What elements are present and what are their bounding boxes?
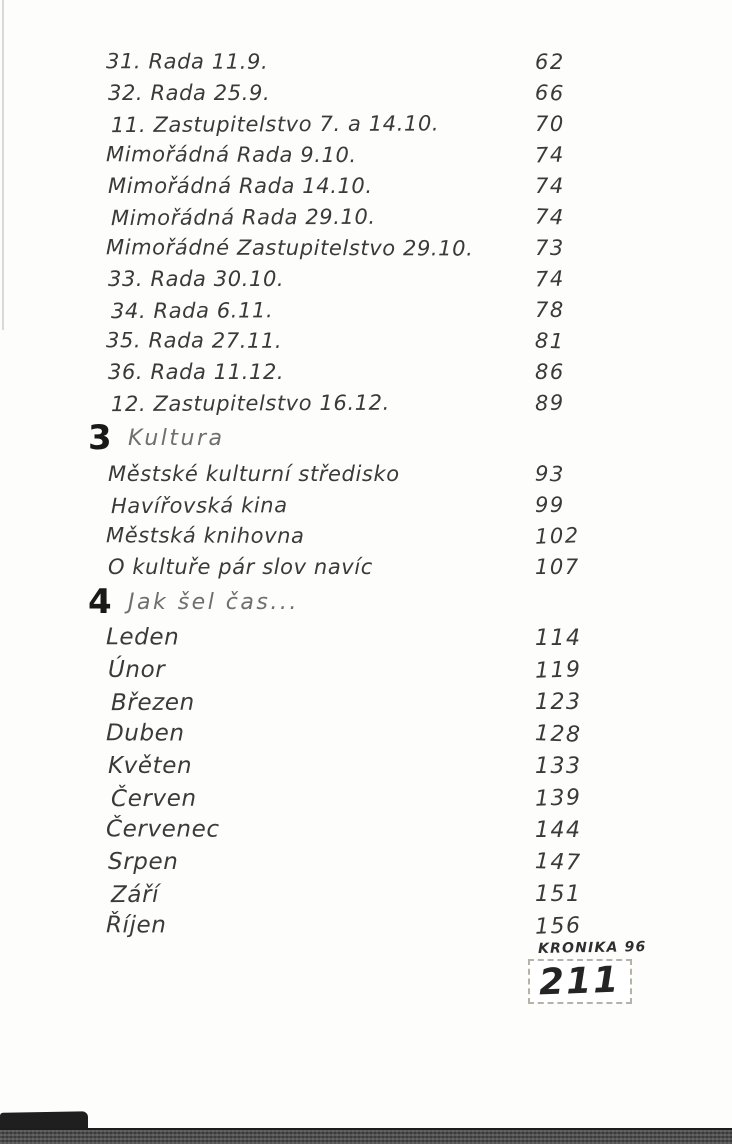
toc-entry-page: 151 xyxy=(535,881,582,907)
toc-entry-title: O kultuře pár slov navíc xyxy=(108,554,373,579)
section-number: 4 xyxy=(88,582,112,622)
toc-entry-title: Květen xyxy=(108,753,193,779)
toc-row xyxy=(0,139,732,170)
toc-entry-title: Mimořádná Rada 14.10. xyxy=(108,173,373,198)
toc-entry-title: Duben xyxy=(105,720,185,747)
toc-row xyxy=(0,686,732,718)
toc-entry-page: 119 xyxy=(534,656,582,684)
toc-entry-page: 81 xyxy=(534,327,566,354)
book-binding-edge xyxy=(0,1128,732,1144)
toc-row xyxy=(0,551,732,582)
kronika-stamp xyxy=(528,940,647,1004)
toc-entry-title: 11. Zastupitelstvo 7. a 14.10. xyxy=(110,110,440,137)
toc-entry-page: 89 xyxy=(534,389,566,416)
toc-entry-page: 147 xyxy=(534,848,582,876)
toc-entry-page: 128 xyxy=(534,720,582,748)
toc-entry-page: 139 xyxy=(534,784,582,812)
toc-entry-title: 31. Rada 11.9. xyxy=(105,48,269,74)
toc-entry-page: 66 xyxy=(534,79,566,106)
table-of-contents xyxy=(0,46,732,942)
toc-row xyxy=(0,77,732,108)
section-title: Jak šel čas... xyxy=(128,589,299,615)
toc-entry-title: Srpen xyxy=(108,849,179,875)
toc-entry-title: 36. Rada 11.12. xyxy=(108,359,285,384)
toc-entry-title: Havířovská kina xyxy=(110,492,288,518)
toc-entry-page: 73 xyxy=(535,235,565,260)
toc-row xyxy=(0,489,732,520)
stamp-label: KRONIKA 96 xyxy=(537,939,647,957)
toc-entry-page: 102 xyxy=(534,522,580,549)
toc-entry-title: Červen xyxy=(110,785,197,813)
toc-section-heading xyxy=(0,418,732,458)
toc-row xyxy=(0,846,732,878)
toc-row xyxy=(0,356,732,387)
toc-row xyxy=(0,718,732,750)
toc-row xyxy=(0,325,732,356)
toc-entry-title: Březen xyxy=(110,689,195,717)
toc-row xyxy=(0,108,732,139)
toc-entry-page: 74 xyxy=(534,141,566,168)
toc-entry-title: Leden xyxy=(105,624,180,651)
toc-entry-page: 114 xyxy=(535,625,582,651)
toc-section-heading xyxy=(0,582,732,622)
toc-row xyxy=(0,263,732,294)
toc-row xyxy=(0,750,732,782)
toc-entry-title: Únor xyxy=(108,657,166,683)
toc-entry-page: 74 xyxy=(534,265,566,292)
toc-entry-title: 32. Rada 25.9. xyxy=(108,80,271,105)
section-title: Kultura xyxy=(128,425,225,451)
toc-row xyxy=(0,814,732,846)
toc-row xyxy=(0,294,732,325)
toc-entry-page: 70 xyxy=(535,111,565,136)
toc-entry-page: 74 xyxy=(535,173,565,198)
toc-row xyxy=(0,622,732,654)
stamp-page-box xyxy=(528,959,632,1004)
toc-entry-title: 35. Rada 27.11. xyxy=(105,327,283,353)
toc-entry-page: 144 xyxy=(535,817,582,843)
stamp-page-number: 211 xyxy=(538,959,622,1004)
toc-entry-title: 33. Rada 30.10. xyxy=(108,266,285,291)
toc-entry-title: 12. Zastupitelstvo 16.12. xyxy=(110,390,390,416)
toc-entry-title: Městské kulturní středisko xyxy=(108,461,400,486)
toc-entry-page: 123 xyxy=(535,689,582,715)
toc-row xyxy=(0,878,732,910)
toc-row xyxy=(0,387,732,418)
toc-entry-page: 93 xyxy=(534,460,566,487)
toc-entry-page: 133 xyxy=(535,753,582,779)
toc-entry-page: 62 xyxy=(535,49,565,74)
toc-row xyxy=(0,654,732,686)
toc-entry-page: 156 xyxy=(534,912,582,940)
toc-row xyxy=(0,46,732,77)
toc-entry-title: 34. Rada 6.11. xyxy=(110,297,274,323)
toc-entry-title: Říjen xyxy=(105,912,167,939)
toc-row xyxy=(0,201,732,232)
toc-entry-page: 86 xyxy=(535,359,565,384)
toc-entry-page: 107 xyxy=(535,554,580,579)
toc-entry-title: Mimořádná Rada 9.10. xyxy=(105,141,357,167)
toc-entry-page: 74 xyxy=(534,203,566,230)
toc-row xyxy=(0,170,732,201)
toc-entry-page: 99 xyxy=(535,492,565,517)
toc-entry-title: Červenec xyxy=(105,816,220,843)
toc-row xyxy=(0,520,732,551)
toc-entry-page: 78 xyxy=(535,297,565,322)
toc-row xyxy=(0,458,732,489)
toc-row xyxy=(0,782,732,814)
toc-entry-title: Městská knihovna xyxy=(105,522,305,548)
toc-row xyxy=(0,910,732,942)
toc-row xyxy=(0,232,732,263)
toc-entry-title: Září xyxy=(110,881,160,909)
section-number: 3 xyxy=(88,418,112,458)
toc-entry-title: Mimořádné Zastupitelstvo 29.10. xyxy=(105,234,474,261)
toc-entry-title: Mimořádná Rada 29.10. xyxy=(110,204,376,230)
